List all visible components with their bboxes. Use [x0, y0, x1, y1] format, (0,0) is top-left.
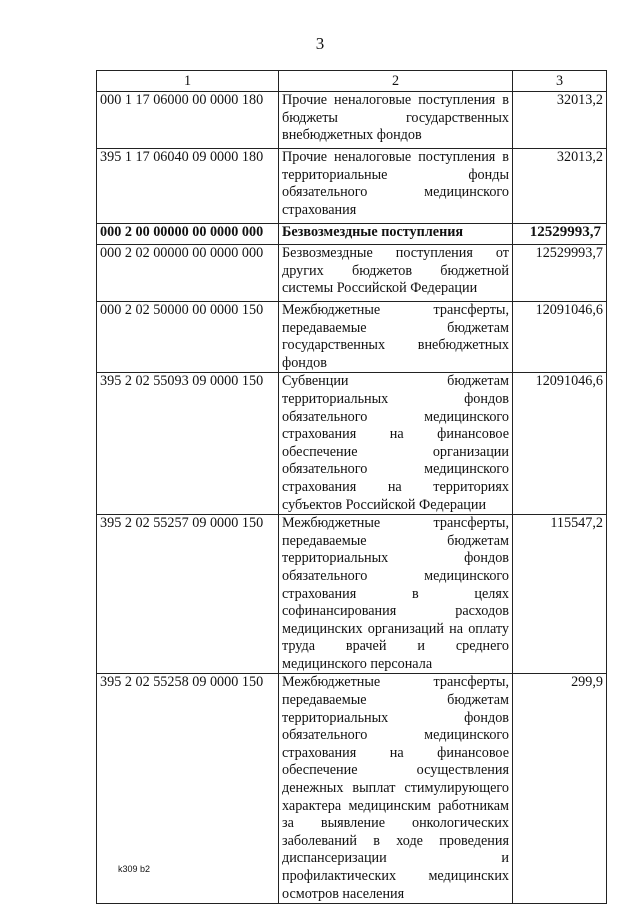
table-row: [97, 92, 607, 149]
column-header-1: 1: [97, 71, 279, 92]
row-amount: 115547,2: [513, 515, 607, 674]
row-amount: 12529993,7: [513, 224, 607, 245]
row-name: Межбюджетные трансферты, передаваемые бюджетам государственных внебюджетных фондов: [279, 302, 513, 373]
row-name: Безвозмездные поступления: [279, 224, 513, 245]
column-header-2: 2: [279, 71, 513, 92]
row-name: Прочие неналоговые поступления в территориальные фонды обязательного медицинского страхования: [279, 149, 513, 224]
row-name: Межбюджетные трансферты, передаваемые бюджетам территориальных фондов обязательного медицинского страхования на финансовое обеспечение осуществления денежных выплат стимулирующего характера медицинским работникам за выявление онкологических заболеваний в ходе проведения диспансеризации и профилактических медицинских осмотров населения: [279, 674, 513, 904]
table-row: [97, 224, 607, 245]
row-amount: 32013,2: [513, 149, 607, 224]
header-row: [97, 71, 607, 92]
row-code: 395 2 02 55093 09 0000 150: [97, 373, 279, 515]
budget-revenue-table: [96, 70, 607, 904]
table-row: [97, 302, 607, 373]
table-row: [97, 149, 607, 224]
row-code: 395 2 02 55258 09 0000 150: [97, 674, 279, 904]
column-header-3: 3: [513, 71, 607, 92]
table-row: [97, 245, 607, 302]
row-code: 000 2 02 00000 00 0000 000: [97, 245, 279, 302]
row-name: Субвенции бюджетам территориальных фондов обязательного медицинского страхования на финансовое обеспечение организации обязательного медицинского страхования на территориях субъектов Российской Федерации: [279, 373, 513, 515]
row-amount: 299,9: [513, 674, 607, 904]
table-body: [97, 92, 607, 904]
row-name: Безвозмездные поступления от других бюджетов бюджетной системы Российской Федерации: [279, 245, 513, 302]
row-amount: 12529993,7: [513, 245, 607, 302]
row-name: Прочие неналоговые поступления в бюджеты государственных внебюджетных фондов: [279, 92, 513, 149]
row-amount: 12091046,6: [513, 302, 607, 373]
row-code: 000 1 17 06000 00 0000 180: [97, 92, 279, 149]
table-row: [97, 373, 607, 515]
table-row: [97, 515, 607, 674]
row-code: 000 2 00 00000 00 0000 000: [97, 224, 279, 245]
document-footer-code: k309 b2: [118, 864, 151, 874]
table-row: [97, 674, 607, 904]
row-code: 395 1 17 06040 09 0000 180: [97, 149, 279, 224]
table-header: [97, 71, 607, 92]
row-amount: 12091046,6: [513, 373, 607, 515]
row-amount: 32013,2: [513, 92, 607, 149]
row-code: 000 2 02 50000 00 0000 150: [97, 302, 279, 373]
row-name: Межбюджетные трансферты, передаваемые бюджетам территориальных фондов обязательного медицинского страхования в целях софинансирования расходов медицинских организаций на оплату труда врачей и среднего медицинского персонала: [279, 515, 513, 674]
row-code: 395 2 02 55257 09 0000 150: [97, 515, 279, 674]
page-number: 3: [315, 34, 325, 53]
